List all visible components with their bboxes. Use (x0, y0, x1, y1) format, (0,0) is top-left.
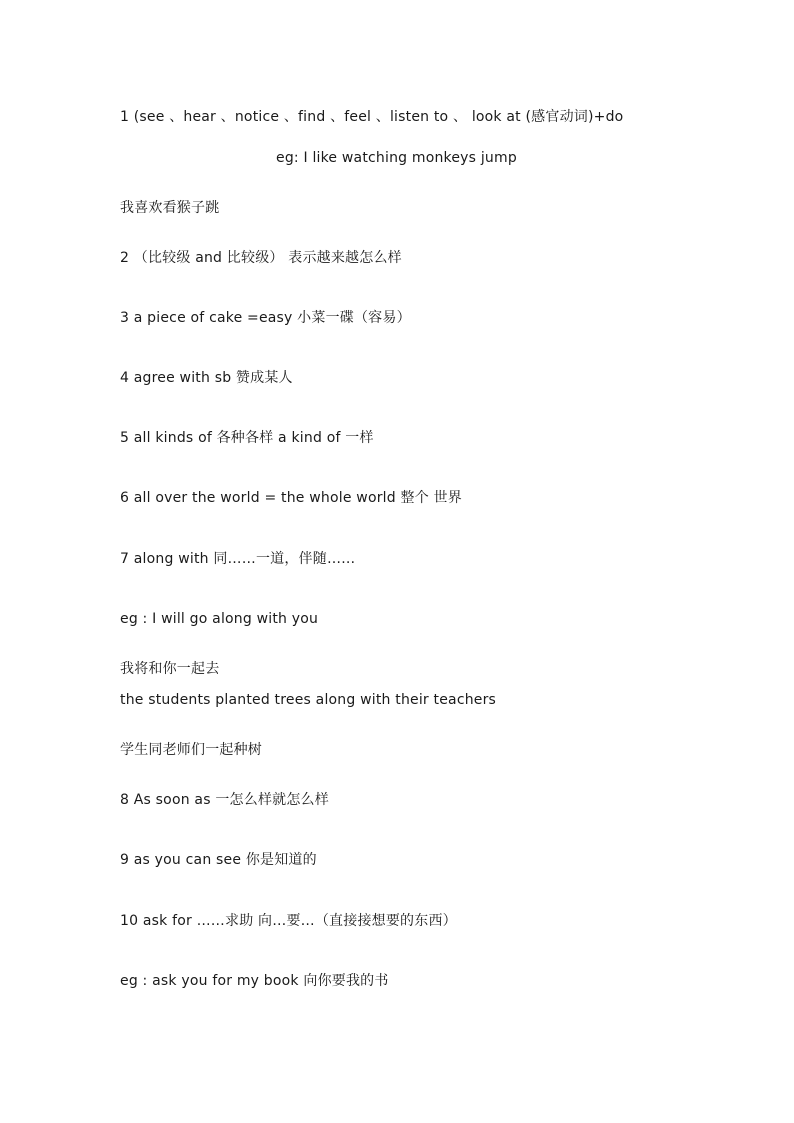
line-example-monkeys: eg: I like watching monkeys jump (276, 150, 517, 166)
line-example-students: the students planted trees along with their teachers (120, 692, 497, 708)
line-6-all-over-the-world: 6 all over the world = the whole world 整个 世界 (120, 490, 462, 506)
line-9-as-you-can-see: 9 as you can see 你是知道的 (120, 852, 317, 868)
line-translation-students: 学生同老师们一起种树 (120, 742, 262, 758)
line-2-comparative: 2 （比较级 and 比较级） 表示越来越怎么样 (120, 250, 402, 266)
line-5-all-kinds-of: 5 all kinds of 各种各样 a kind of 一样 (120, 430, 374, 446)
line-example-go-along: eg : I will go along with you (120, 611, 319, 627)
line-10-ask-for: 10 ask for ……求助 向…要…（直接接想要的东西） (120, 913, 457, 929)
line-3-piece-of-cake: 3 a piece of cake =easy 小菜一碟（容易） (120, 310, 411, 326)
line-7-along-with: 7 along with 同……一道，伴随…… (120, 551, 356, 567)
line-4-agree-with: 4 agree with sb 赞成某人 (120, 370, 293, 386)
line-example-ask-for-book: eg : ask you for my book 向你要我的书 (120, 973, 389, 989)
line-translation-go-along: 我将和你一起去 (120, 661, 220, 677)
line-8-as-soon-as: 8 As soon as 一怎么样就怎么样 (120, 792, 329, 808)
line-1-perception-verbs: 1 (see 、hear 、notice 、find 、feel 、listen to 、 look at (感官动词)+do (120, 109, 624, 125)
line-translation-monkeys: 我喜欢看猴子跳 (120, 200, 220, 216)
